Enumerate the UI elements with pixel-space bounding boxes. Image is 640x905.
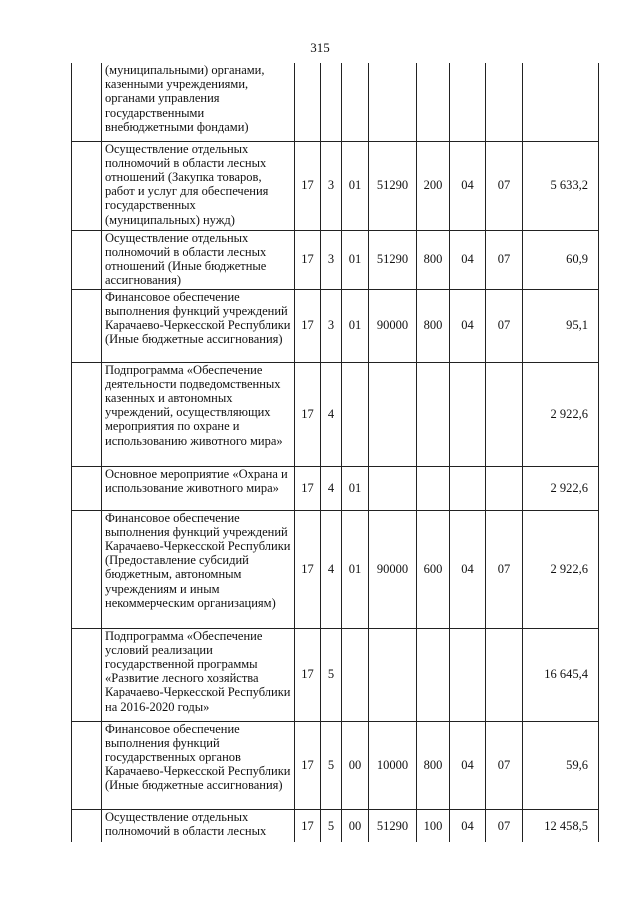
code-cell-2: 4 bbox=[321, 510, 342, 628]
code-cell-5: 200 bbox=[417, 141, 450, 230]
row-lead-cell bbox=[72, 362, 102, 466]
code-cell-6 bbox=[450, 466, 486, 510]
row-lead-cell bbox=[72, 289, 102, 362]
row-description: Подпрограмма «Обеспечение условий реализации государственной программы «Развитие лесного хозяйства Карачаево-Черкесской Республики на 2016-2020 годы» bbox=[102, 628, 295, 721]
table-row bbox=[72, 628, 599, 721]
budget-table bbox=[71, 63, 599, 842]
code-cell-5: 100 bbox=[417, 809, 450, 842]
code-cell-3: 00 bbox=[342, 809, 369, 842]
code-cell-6: 04 bbox=[450, 230, 486, 289]
code-cell-3 bbox=[342, 628, 369, 721]
code-cell-7: 07 bbox=[486, 510, 523, 628]
code-cell-3: 01 bbox=[342, 466, 369, 510]
code-cell-1: 17 bbox=[295, 510, 321, 628]
amount-cell: 5 633,2 bbox=[523, 141, 599, 230]
amount-cell: 16 645,4 bbox=[523, 628, 599, 721]
code-cell-2: 3 bbox=[321, 289, 342, 362]
row-lead-cell bbox=[72, 230, 102, 289]
code-cell-4: 10000 bbox=[369, 721, 417, 809]
code-cell-3: 01 bbox=[342, 141, 369, 230]
row-lead-cell bbox=[72, 141, 102, 230]
code-cell-6: 04 bbox=[450, 809, 486, 842]
row-description: Осуществление отдельных полномочий в области лесных отношений (Закупка товаров, работ и услуг для обеспечения государственных (муниципальных) нужд) bbox=[102, 141, 295, 230]
code-cell-2: 3 bbox=[321, 230, 342, 289]
code-cell-1: 17 bbox=[295, 809, 321, 842]
code-cell-3: 01 bbox=[342, 510, 369, 628]
row-description: Финансовое обеспечение выполнения функций учреждений Карачаево-Черкесской Республики (Предоставление субсидий бюджетным, автономным учреждениям и иным некоммерческим организациям) bbox=[102, 510, 295, 628]
code-cell-7: 07 bbox=[486, 721, 523, 809]
code-cell-1: 17 bbox=[295, 466, 321, 510]
code-cell-4 bbox=[369, 628, 417, 721]
row-description: Основное мероприятие «Охрана и использование животного мира» bbox=[102, 466, 295, 510]
row-lead-cell bbox=[72, 628, 102, 721]
row-lead-cell bbox=[72, 466, 102, 510]
amount-cell: 60,9 bbox=[523, 230, 599, 289]
code-cell-2: 4 bbox=[321, 466, 342, 510]
table-row bbox=[72, 63, 599, 141]
row-lead-cell bbox=[72, 809, 102, 842]
code-cell-4 bbox=[369, 466, 417, 510]
code-cell-7 bbox=[486, 362, 523, 466]
code-cell-5: 600 bbox=[417, 510, 450, 628]
code-cell-7: 07 bbox=[486, 230, 523, 289]
row-description: Осуществление отдельных полномочий в области лесных отношений (Иные бюджетные ассигнования) bbox=[102, 230, 295, 289]
code-cell-5 bbox=[417, 362, 450, 466]
code-cell-2: 4 bbox=[321, 362, 342, 466]
code-cell-6: 04 bbox=[450, 721, 486, 809]
table-body bbox=[72, 63, 599, 842]
table-row bbox=[72, 809, 599, 842]
code-cell-5: 800 bbox=[417, 289, 450, 362]
code-cell-7 bbox=[486, 63, 523, 141]
code-cell-1: 17 bbox=[295, 289, 321, 362]
code-cell-6: 04 bbox=[450, 289, 486, 362]
row-description: Финансовое обеспечение выполнения функций учреждений Карачаево-Черкесской Республики (Иные бюджетные ассигнования) bbox=[102, 289, 295, 362]
page-number: 315 bbox=[310, 40, 330, 55]
code-cell-1 bbox=[295, 63, 321, 141]
amount-cell bbox=[523, 63, 599, 141]
code-cell-4: 90000 bbox=[369, 510, 417, 628]
code-cell-1: 17 bbox=[295, 230, 321, 289]
code-cell-2: 5 bbox=[321, 628, 342, 721]
code-cell-2: 5 bbox=[321, 809, 342, 842]
code-cell-3: 01 bbox=[342, 230, 369, 289]
code-cell-5: 800 bbox=[417, 721, 450, 809]
code-cell-1: 17 bbox=[295, 362, 321, 466]
code-cell-2 bbox=[321, 63, 342, 141]
code-cell-1: 17 bbox=[295, 141, 321, 230]
code-cell-4: 90000 bbox=[369, 289, 417, 362]
row-lead-cell bbox=[72, 510, 102, 628]
code-cell-4 bbox=[369, 63, 417, 141]
code-cell-6: 04 bbox=[450, 141, 486, 230]
row-description: Подпрограмма «Обеспечение деятельности подведомственных казенных и автономных учреждений, осуществляющих мероприятия по охране и использованию животного мира» bbox=[102, 362, 295, 466]
code-cell-2: 3 bbox=[321, 141, 342, 230]
table-row bbox=[72, 362, 599, 466]
code-cell-3: 00 bbox=[342, 721, 369, 809]
amount-cell: 2 922,6 bbox=[523, 466, 599, 510]
row-description: (муниципальными) органами, казенными учреждениями, органами управления государственными внебюджетными фондами) bbox=[102, 63, 295, 141]
code-cell-4: 51290 bbox=[369, 809, 417, 842]
amount-cell: 95,1 bbox=[523, 289, 599, 362]
code-cell-6 bbox=[450, 63, 486, 141]
code-cell-3 bbox=[342, 362, 369, 466]
code-cell-1: 17 bbox=[295, 721, 321, 809]
code-cell-7: 07 bbox=[486, 141, 523, 230]
code-cell-5 bbox=[417, 466, 450, 510]
table-row bbox=[72, 466, 599, 510]
code-cell-7: 07 bbox=[486, 289, 523, 362]
code-cell-5 bbox=[417, 628, 450, 721]
amount-cell: 2 922,6 bbox=[523, 510, 599, 628]
table-row bbox=[72, 289, 599, 362]
row-lead-cell bbox=[72, 721, 102, 809]
code-cell-5: 800 bbox=[417, 230, 450, 289]
table-row bbox=[72, 510, 599, 628]
code-cell-6 bbox=[450, 362, 486, 466]
code-cell-6: 04 bbox=[450, 510, 486, 628]
row-lead-cell bbox=[72, 63, 102, 141]
code-cell-7 bbox=[486, 628, 523, 721]
row-description: Осуществление отдельных полномочий в области лесных bbox=[102, 809, 295, 842]
amount-cell: 2 922,6 bbox=[523, 362, 599, 466]
code-cell-7: 07 bbox=[486, 809, 523, 842]
row-description: Финансовое обеспечение выполнения функций государственных органов Карачаево-Черкесской Республики (Иные бюджетные ассигнования) bbox=[102, 721, 295, 809]
code-cell-5 bbox=[417, 63, 450, 141]
code-cell-4 bbox=[369, 362, 417, 466]
code-cell-6 bbox=[450, 628, 486, 721]
code-cell-2: 5 bbox=[321, 721, 342, 809]
code-cell-7 bbox=[486, 466, 523, 510]
code-cell-1: 17 bbox=[295, 628, 321, 721]
amount-cell: 59,6 bbox=[523, 721, 599, 809]
code-cell-3: 01 bbox=[342, 289, 369, 362]
code-cell-4: 51290 bbox=[369, 141, 417, 230]
table-row bbox=[72, 141, 599, 230]
table-row bbox=[72, 230, 599, 289]
code-cell-4: 51290 bbox=[369, 230, 417, 289]
code-cell-3 bbox=[342, 63, 369, 141]
table-row bbox=[72, 721, 599, 809]
amount-cell: 12 458,5 bbox=[523, 809, 599, 842]
